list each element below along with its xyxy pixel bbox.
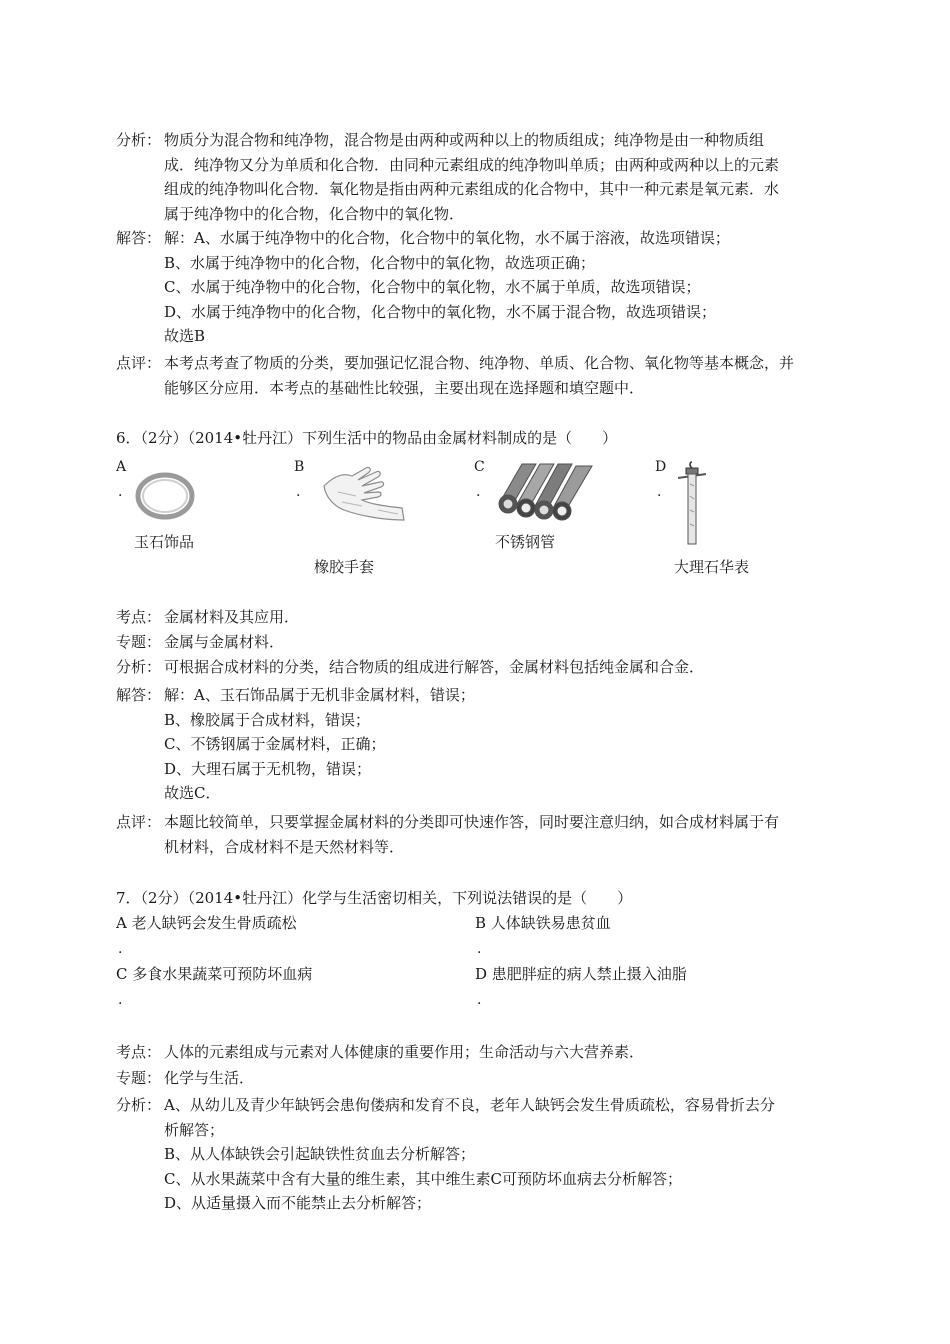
q5-comment-label: 点评： <box>116 354 162 372</box>
q7-kaodian-text: 人体的元素组成与元素对人体健康的重要作用；生命活动与六大营养素． <box>164 1043 645 1061</box>
q6-kaodian <box>116 605 844 630</box>
q7-kaodian <box>116 1040 844 1065</box>
q5-analysis-line: 成．纯净物又分为单质和化合物．由同种元素组成的纯净物叫单质；由两种或两种以上的元素 <box>164 155 780 174</box>
q6-option-d-caption: 大理石华表 <box>674 558 750 576</box>
q6-analysis <box>116 655 844 680</box>
q6-zhuanti <box>116 630 844 655</box>
q5-comment-line: 本考点考查了物质的分类，要加强记忆混合物、纯净物、单质、化合物、氧化物等基本概念，并 <box>164 354 795 372</box>
q6-option-d-letter: D <box>655 459 667 475</box>
q7-option-a-dot: . <box>118 941 123 957</box>
jade-bracelet-image <box>134 470 196 522</box>
q7-option-b: B 人体缺铁易患贫血 <box>475 914 611 932</box>
q7-option-b-dot: . <box>477 941 482 957</box>
q6-option-b-dot: . <box>296 484 301 500</box>
q7-analysis-label: 分析： <box>116 1096 162 1114</box>
q7-option-c-dot: . <box>118 992 123 1008</box>
q6-answer-line: 故选C． <box>164 784 221 802</box>
q6-comment-line: 机材料，合成材料不是天然材料等． <box>164 837 405 856</box>
q7-analysis <box>116 1093 844 1216</box>
q6-analysis-text: 可根据合成材料的分类，结合物质的组成进行解答，金属材料包括纯金属和合金． <box>164 658 705 676</box>
q6-answer-line: D、大理石属于无机物，错误； <box>164 759 372 778</box>
q5-comment-line: 能够区分应用．本考点的基础性比较强，主要出现在选择题和填空题中． <box>164 378 645 397</box>
q6-option-c-caption: 不锈钢管 <box>495 533 556 551</box>
q6-option-a-letter: A <box>116 459 127 475</box>
q6-kaodian-label: 考点： <box>116 608 162 626</box>
q7-zhuanti-text: 化学与生活． <box>164 1069 255 1087</box>
q7-analysis-line: 析解答； <box>164 1120 225 1139</box>
q7-analysis-line: A、从幼儿及青少年缺钙会患佝偻病和发育不良，老年人缺钙会发生骨质疏松，容易骨折去分 <box>164 1096 775 1114</box>
q5-answer <box>116 226 844 349</box>
marble-column-image <box>672 456 712 546</box>
q7-analysis-line: B、从人体缺铁会引起缺铁性贫血去分析解答； <box>164 1145 476 1163</box>
q5-analysis-line: 物质分为混合物和纯净物，混合物是由两种或两种以上的物质组成；纯净物是由一种物质组 <box>164 131 765 149</box>
q6-option-b-letter: B <box>294 459 305 475</box>
q5-analysis-label: 分析： <box>116 131 162 149</box>
q7-analysis-line: C、从水果蔬菜中含有大量的维生素，其中维生素C可预防坏血病去分析解答； <box>164 1169 682 1188</box>
q5-answer-line: 解：A、水属于纯净物中的化合物，化合物中的氧化物，水不属于溶液，故选项错误； <box>164 229 730 247</box>
q5-analysis-line: 组成的纯净物叫化合物．氧化物是指由两种元素组成的化合物中，其中一种元素是氧元素．水 <box>164 180 780 198</box>
q5-answer-label: 解答： <box>116 229 162 247</box>
q7-kaodian-label: 考点： <box>116 1043 162 1061</box>
q5-analysis-line: 属于纯净物中的化合物，化合物中的氧化物． <box>164 204 465 223</box>
q5-answer-line: D、水属于纯净物中的化合物，化合物中的氧化物，水不属于混合物，故选项错误； <box>164 302 717 321</box>
q6-option-a-dot: . <box>118 484 123 500</box>
q7-option-c: C 多食水果蔬菜可预防坏血病 <box>116 965 313 983</box>
q6-answer-line: B、橡胶属于合成材料，错误； <box>164 710 371 729</box>
q5-answer-line: B、水属于纯净物中的化合物，化合物中的氧化物，故选项正确； <box>164 253 596 272</box>
q6-analysis-label: 分析： <box>116 658 162 676</box>
q6-answer <box>116 683 844 806</box>
q6-comment-line: 本题比较简单，只要掌握金属材料的分类即可快速作答，同时要注意归纳，如合成材料属于有 <box>164 813 780 831</box>
q5-comment <box>116 351 844 400</box>
q6-zhuanti-label: 专题： <box>116 633 162 651</box>
q6-option-c-dot: . <box>476 484 481 500</box>
steel-pipes-image <box>494 458 598 522</box>
q7-analysis-line: D、从适量摄入而不能禁止去分析解答； <box>164 1194 432 1212</box>
q6-option-a-caption: 玉石饰品 <box>134 533 195 551</box>
q7-option-a: A 老人缺钙会发生骨质疏松 <box>116 914 297 932</box>
q6-option-b-caption: 橡胶手套 <box>314 558 375 576</box>
q7-option-d: D 患肥胖症的病人禁止摄入油脂 <box>475 965 687 983</box>
q7-stem: 7．（2分）（2014•牡丹江）化学与生活密切相关，下列说法错误的是（ ） <box>116 889 633 907</box>
q6-comment <box>116 810 844 859</box>
q6-kaodian-text: 金属材料及其应用． <box>164 608 300 626</box>
q6-option-d-dot: . <box>657 484 662 500</box>
q7-zhuanti <box>116 1066 844 1091</box>
q7-option-d-dot: . <box>477 992 482 1008</box>
q6-answer-line: C、不锈钢属于金属材料，正确； <box>164 735 386 753</box>
q6-option-c-letter: C <box>474 459 485 475</box>
q5-analysis <box>116 128 844 226</box>
q6-zhuanti-text: 金属与金属材料． <box>164 633 285 651</box>
q5-answer-line: C、水属于纯净物中的化合物，化合物中的氧化物，水不属于单质，故选项错误； <box>164 278 701 296</box>
rubber-glove-image <box>318 462 410 526</box>
q5-answer-line: 故选B <box>164 327 206 345</box>
q6-answer-label: 解答： <box>116 686 162 704</box>
q6-comment-label: 点评： <box>116 813 162 831</box>
q7-zhuanti-label: 专题： <box>116 1069 162 1087</box>
q6-answer-line: 解：A、玉石饰品属于无机非金属材料，错误； <box>164 686 475 704</box>
q6-stem: 6．（2分）（2014•牡丹江）下列生活中的物品由金属材料制成的是（ ） <box>116 429 618 447</box>
